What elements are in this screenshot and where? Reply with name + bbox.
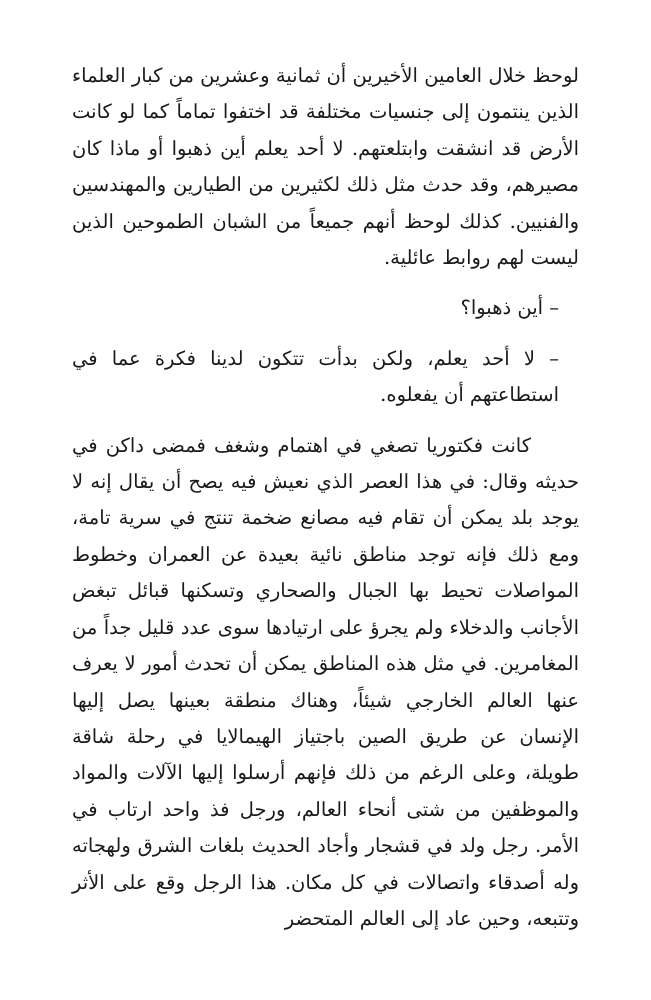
dialogue-question: – أين ذهبوا؟ [460, 296, 559, 320]
paragraph-gap [72, 327, 579, 341]
paragraph-missing-scientists: لوحظ خلال العامين الأخيرين أن ثمانية وعشرين من كبار العلماء الذين ينتمون إلى جنسيات مختلفة قد اختفوا تماماً كما لو كانت الأرض قد انشقت وابتلعتهم. لا أحد يعلم أين ذهبوا أو ماذا كان مصيرهم، وقد حدث مثل ذلك لكثيرين من الطيارين والمهندسين والفنيين. كذلك لوحظ أنهم جميعاً من الشبان الطموحين الذين ليست لهم روابط عائلية. [72, 64, 579, 270]
paragraph-gap [72, 414, 579, 428]
dialogue-answer: – لا أحد يعلم، ولكن بدأت تتكون لدينا فكرة عما في استطاعتهم أن يفعلوه. [72, 346, 559, 407]
paragraph-victoria-listening: كانت فكتوريا تصغي في اهتمام وشغف فمضى داكن في حديثه وقال: في هذا العصر الذي نعيش فيه يصح أن يقال إنه لا يوجد بلد يمكن أن تقام فيه مصانع ضخمة تنتج في سرية تامة، ومع ذلك فإنه توجد مناطق نائية بعيدة عن العمران وخطوط المواصلات تحيط بها الجبال والصحاري وتسكنها قبائل تبغض الأجانب والدخلاء ولم يجرؤ على ارتيادها سوى عدد قليل جداً من المغامرين. في مثل هذه المناطق يمكن أن تحدث أمور لا يعرف عنها العالم الخارجي شيئاً، وهناك منطقة بعينها يصل إليها الإنسان عن طريق الصين باجتياز الهيمالايا في رحلة شاقة طويلة، وعلى الرغم من ذلك فإنهم أرسلوا إليها الآلات والمواد والموظفين من شتى أنحاء العالم، ورجل فذ واحد ارتاب في الأمر. رجل ولد في قشجار وأجاد الحديث بلغات الشرق ولهجاته وله أصدقاء واتصالات في كل مكان. هذا الرجل وقع على الأثر وتتبعه، وحين عاد إلى العالم المتحضر [72, 433, 579, 930]
paragraph-gap [72, 276, 579, 290]
